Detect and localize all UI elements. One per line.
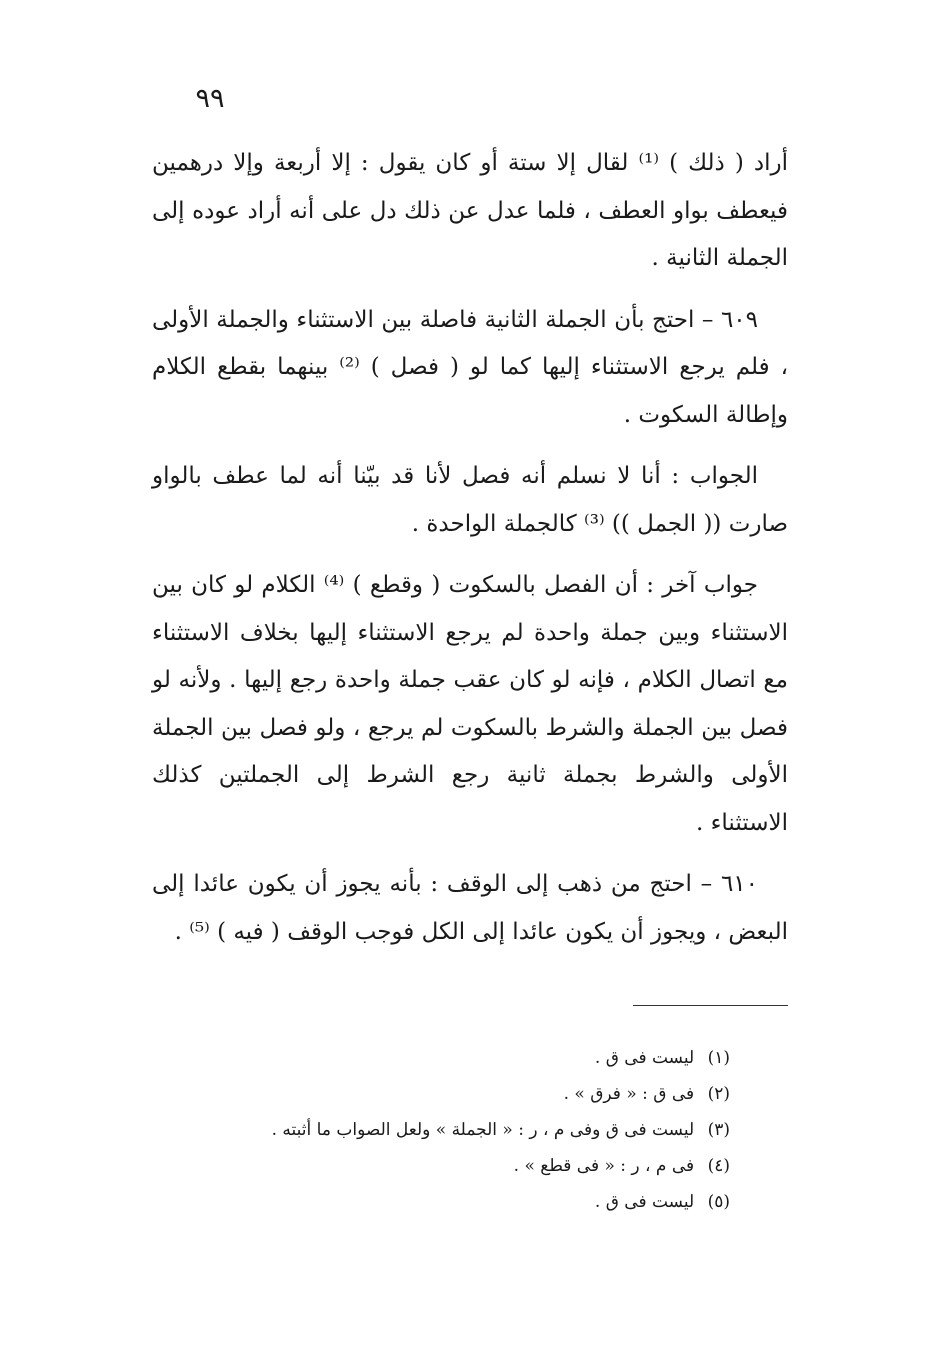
footnote-text: فى ق : « فرق » . (563, 1084, 695, 1104)
footnote (190, 1184, 730, 1220)
paragraph: أراد ( ذلك ) ⁽¹⁾ لقال إلا ستة أو كان يقول : إلا أربعة وإلا درهمين فيعطف بواو العطف ، فلما عدل عن ذلك دل على أنه أراد عوده إلى الجملة الثانية . (152, 150, 788, 271)
footnote (190, 1040, 730, 1076)
footnote (190, 1148, 730, 1184)
footnote-text: ليست فى ق . (594, 1048, 695, 1068)
footnotes (190, 1040, 730, 1220)
page-number: ٩٩ (195, 83, 225, 114)
footnote-text: ليست فى ق وفى م ، ر : « الجملة » ولعل الصواب ما أثبته . (271, 1120, 695, 1140)
footnote-divider (633, 1005, 788, 1006)
paragraph: الجواب : أنا لا نسلم أنه فصل لأنا قد بيّنا أنه لما عطف بالواو صارت (( الجمل )) ⁽³⁾ كالجملة الواحدة . (152, 463, 788, 537)
footnote-marker: (٣) (707, 1120, 730, 1140)
footnote-marker: (١) (707, 1048, 730, 1068)
footnote-marker: (٢) (707, 1084, 730, 1104)
footnote-text: فى م ، ر : « فى قطع » . (513, 1156, 695, 1176)
body-text (152, 140, 788, 970)
footnote-marker: (٤) (707, 1156, 730, 1176)
footnote (190, 1076, 730, 1112)
footnote-text: ليست فى ق . (594, 1192, 695, 1212)
paragraph: جواب آخر : أن الفصل بالسكوت ( وقطع ) ⁽⁴⁾ الكلام لو كان بين الاستثناء وبين جملة واحدة لم يرجع الاستثناء إليها بخلاف الاستثناء مع اتصال الكلام ، فإنه لو كان عقب جملة واحدة رجع إليها . ولأنه لو فصل بين الجملة والشرط بالسكوت لم يرجع ، ولو فصل بين الجملة الأولى والشرط بجملة ثانية رجع الشرط إلى الجملتين كذلك الاستثناء . (152, 572, 788, 836)
paragraph: ٦١٠ – احتج من ذهب إلى الوقف : بأنه يجوز أن يكون عائدا إلى البعض ، ويجوز أن يكون عائدا إلى الكل فوجب الوقف ( فيه ) ⁽⁵⁾ . (152, 871, 788, 945)
footnote-marker: (٥) (707, 1192, 730, 1212)
paragraph: ٦٠٩ – احتج بأن الجملة الثانية فاصلة بين الاستثناء والجملة الأولى ، فلم يرجع الاستثناء إليها كما لو ( فصل ) ⁽²⁾ بينهما بقطع الكلام وإطالة السكوت . (152, 306, 789, 428)
footnote (190, 1112, 730, 1148)
